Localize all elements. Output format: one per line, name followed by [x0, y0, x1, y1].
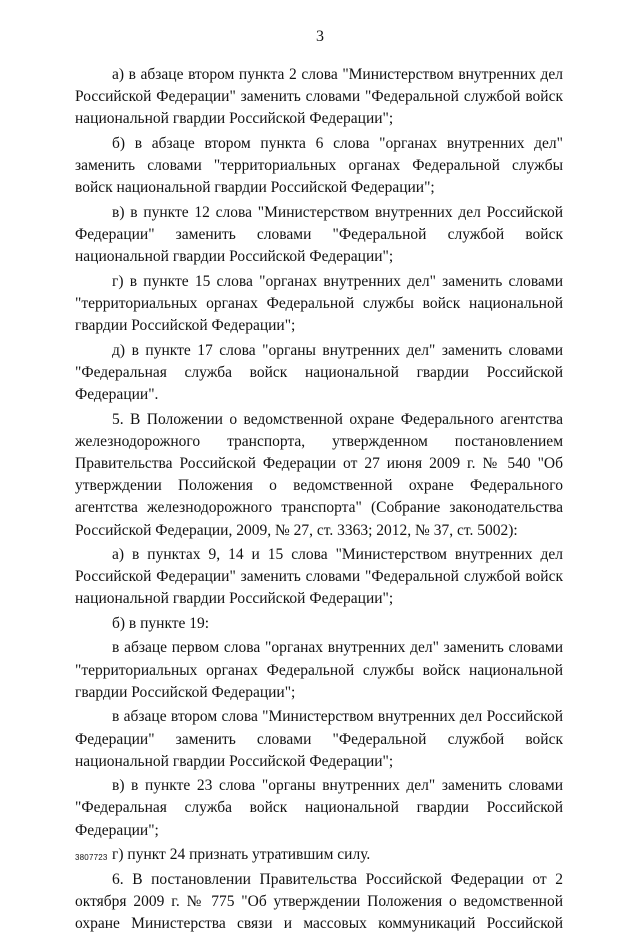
paragraph-5v-2: в) в пункте 12 слова "Министерством внутренних дел Российской Федерации" заменить словами "Федеральной службой войск национальной гвардии Российской Федерации";: [75, 203, 563, 266]
paragraph-5d-2: д) в пункте 17 слова "органы внутренних дел" заменить словами "Федеральная служба войск национальной гвардии Российской Федерации".: [75, 341, 563, 404]
page-number: 3: [316, 28, 324, 45]
paragraph-5a-2: а) в абзаце втором пункта 2 слова "Министерством внутренних дел Российской Федерации" заменить словами "Федеральной службой войск национальной гвардии Российской Федерации";: [75, 66, 563, 128]
paragraph-5g: г) пункт 24 признать утратившим силу.: [112, 846, 371, 864]
paragraph-item-5: 5. В Положении о ведомственной охране Федерального агентства железнодорожного транспорта, утвержденном постановлением Правительства Российской Федерации от 27 июня 2009 г. № 540 "Об утверждении Положения о ведомственной охране Федерального агентства железнодорожного транспорта" (Собрание законодательства Российской Федерации, 2009, № 27, ст. 3363; 2012, № 37, ст. 5002):: [75, 410, 563, 539]
paragraph-5b-first: в абзаце первом слова "органах внутренних дел" заменить словами "территориальных органах Федеральной службы войск национальной гвардии Российской Федерации";: [75, 639, 563, 701]
document-body: [75, 64, 563, 938]
paragraph-5g-2: г) в пункте 15 слова "органах внутренних дел" заменить словами "территориальных органах Федеральной службы войск национальной гвардии Российской Федерации";: [75, 272, 563, 335]
paragraph-5a: а) в пунктах 9, 14 и 15 слова "Министерством внутренних дел Российской Федерации" заменить словами "Федеральной службой войск национальной гвардии Российской Федерации";: [75, 546, 563, 608]
paragraph-5b: б) в пункте 19:: [112, 614, 210, 632]
paragraph-5v: в) в пункте 23 слова "органы внутренних дел" заменить словами "Федеральная служба войск национальной гвардии Российской Федерации";: [75, 777, 563, 839]
document-code: 3807723: [75, 853, 108, 862]
paragraph-5b-second: в абзаце втором слова "Министерством внутренних дел Российской Федерации" заменить словами "Федеральной службой войск национальной гвардии Российской Федерации";: [75, 708, 563, 770]
paragraph-item-6: 6. В постановлении Правительства Российской Федерации от 2 октября 2009 г. № 775 "Об утверждении Положения о ведомственной охране Министерства связи и массовых коммуникаций Российской: [75, 870, 563, 933]
paragraph-5b-2: б) в абзаце втором пункта 6 слова "органах внутренних дел" заменить словами "территориальных органах Федеральной службы войск национальной гвардии Российской Федерации";: [75, 134, 563, 197]
